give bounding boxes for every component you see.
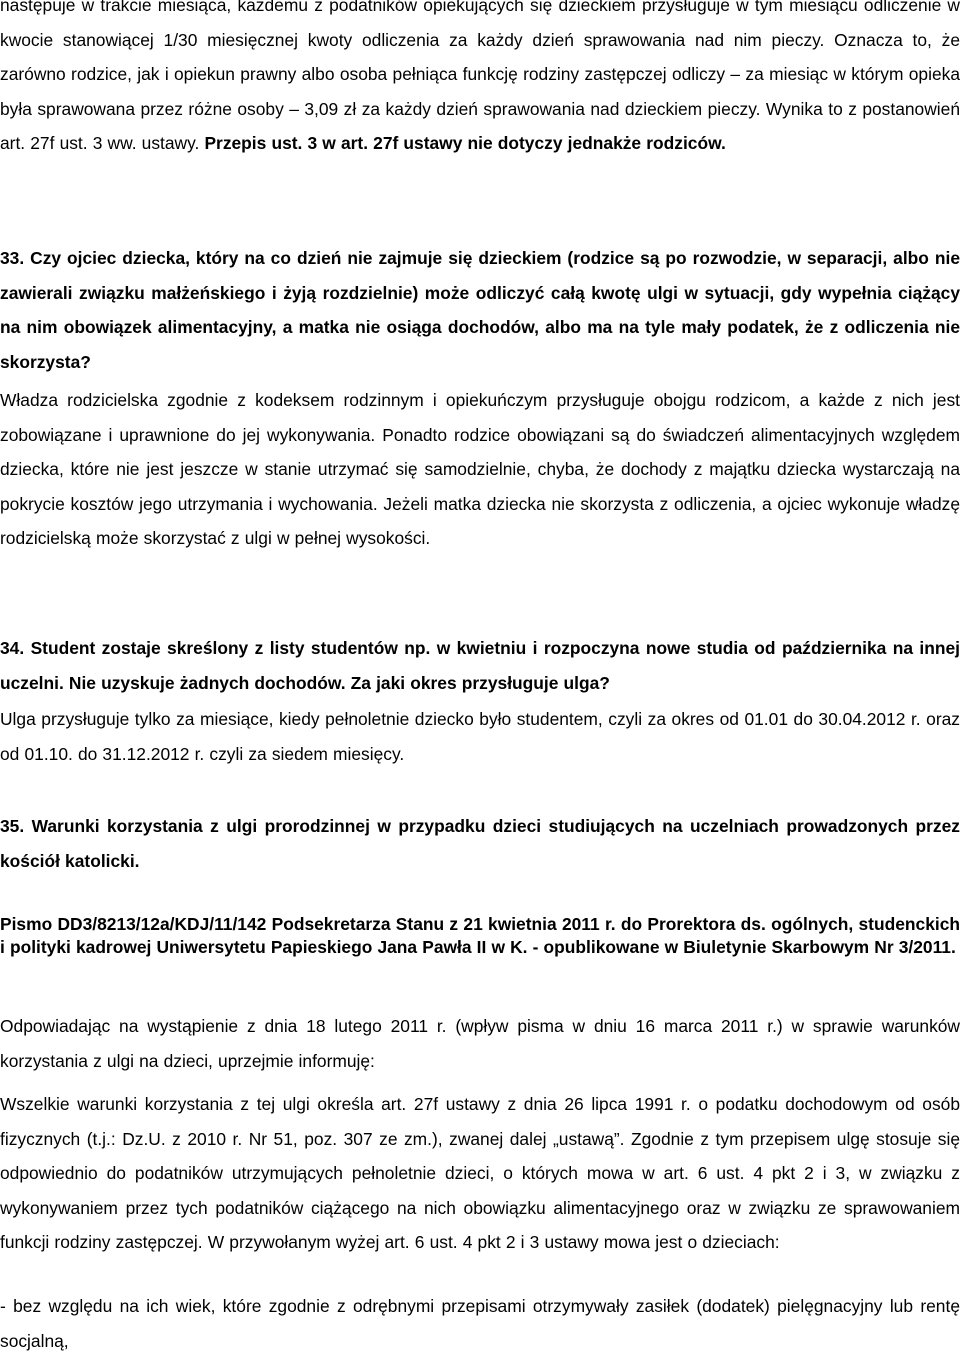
paragraph-intro-bold: Przepis ust. 3 w art. 27f ustawy nie dotyczy jednakże rodziców.	[204, 133, 726, 154]
reply-intro: Odpowiadając na wystąpienie z dnia 18 lutego 2011 r. (wpływ pisma w dniu 16 marca 2011 r.) w sprawie warunków korzystania z ulgi na dzieci, uprzejmie informuję:	[0, 1016, 960, 1071]
letter-reference: Pismo DD3/8213/12a/KDJ/11/142 Podsekretarza Stanu z 21 kwietnia 2011 r. do Prorektora ds. ogólnych, studenckich i polityki kadrowej Uniwersytetu Papieskiego Jana Pawła II w K. - opublikowane w Biuletynie Skarbowym Nr 3/2011.	[0, 914, 960, 958]
answer-34: Ulga przysługuje tylko za miesiące, kiedy pełnoletnie dziecko było studentem, czyli za okres od 01.01 do 30.04.2012 r. oraz od 01.10. do 31.12.2012 r. czyli za siedem miesięcy.	[0, 709, 960, 764]
question-34: 34. Student zostaje skreślony z listy studentów np. w kwietniu i rozpoczyna nowe studia od października na innej uczelni. Nie uzyskuje żadnych dochodów. Za jaki okres przysługuje ulga?	[0, 638, 960, 693]
question-35: 35. Warunki korzystania z ulgi prorodzinnej w przypadku dzieci studiujących na uczelniach prowadzonych przez kościół katolicki.	[0, 816, 960, 871]
question-33: 33. Czy ojciec dziecka, który na co dzień nie zajmuje się dzieckiem (rodzice są po rozwodzie, w separacji, albo nie zawierali związku małżeńskiego i żyją rozdzielnie) może odliczyć całą kwotę ulgi w sytuacji, gdy wypełnia ciążący na nim obowiązek alimentacyjny, a matka nie osiąga dochodów, albo ma na tyle mały podatek, że z odliczenia nie skorzysta?	[0, 248, 960, 372]
paragraph-intro	[0, 0, 960, 161]
paragraph-intro-text: następuje w trakcie miesiąca, każdemu z podatników opiekujących się dzieckiem przysługuje w tym miesiącu odliczenie w kwocie stanowiącej 1/30 miesięcznej kwoty odliczenia za każdy dzień sprawowania nad nim pieczy. Oznacza to, że zarówno rodzice, jak i opiekun prawny albo osoba pełniąca funkcję rodziny zastępczej odliczy – za miesiąc w którym opieka była sprawowana przez różne osoby – 3,09 zł za każdy dzień sprawowania nad dzieckiem pieczy. Wynika to z postanowień art. 27f ust. 3 ww. ustawy.	[0, 0, 960, 154]
list-item-1: - bez względu na ich wiek, które zgodnie z odrębnymi przepisami otrzymywały zasiłek (dodatek) pielęgnacyjny lub rentę socjalną,	[0, 1296, 960, 1351]
answer-33: Władza rodzicielska zgodnie z kodeksem rodzinnym i opiekuńczym przysługuje obojgu rodzicom, a każde z nich jest zobowiązane i uprawnione do jej wykonywania. Ponadto rodzice obowiązani są do świadczeń alimentacyjnych względem dziecka, które nie jest jeszcze w stanie utrzymać się samodzielnie, chyba, że dochody z majątku dziecka wystarczają na pokrycie kosztów jego utrzymania i wychowania. Jeżeli matka dziecka nie skorzysta z odliczenia, a ojciec wykonuje władzę rodzicielską może skorzystać z ulgi w pełnej wysokości.	[0, 390, 960, 549]
conditions-paragraph: Wszelkie warunki korzystania z tej ulgi określa art. 27f ustawy z dnia 26 lipca 1991 r. o podatku dochodowym od osób fizycznych (t.j.: Dz.U. z 2010 r. Nr 51, poz. 307 ze zm.), zwanej dalej „ustawą”. Zgodnie z tym przepisem ulgę stosuje się odpowiednio do podatników utrzymujących pełnoletnie dzieci, o których mowa w art. 6 ust. 4 pkt 2 i 3, w związku z wykonywaniem przez tych podatników ciążącego na nich obowiązku alimentacyjnego oraz w związku ze sprawowaniem funkcji rodziny zastępczej. W przywołanym wyżej art. 6 ust. 4 pkt 2 i 3 ustawy mowa jest o dzieciach:	[0, 1094, 960, 1253]
